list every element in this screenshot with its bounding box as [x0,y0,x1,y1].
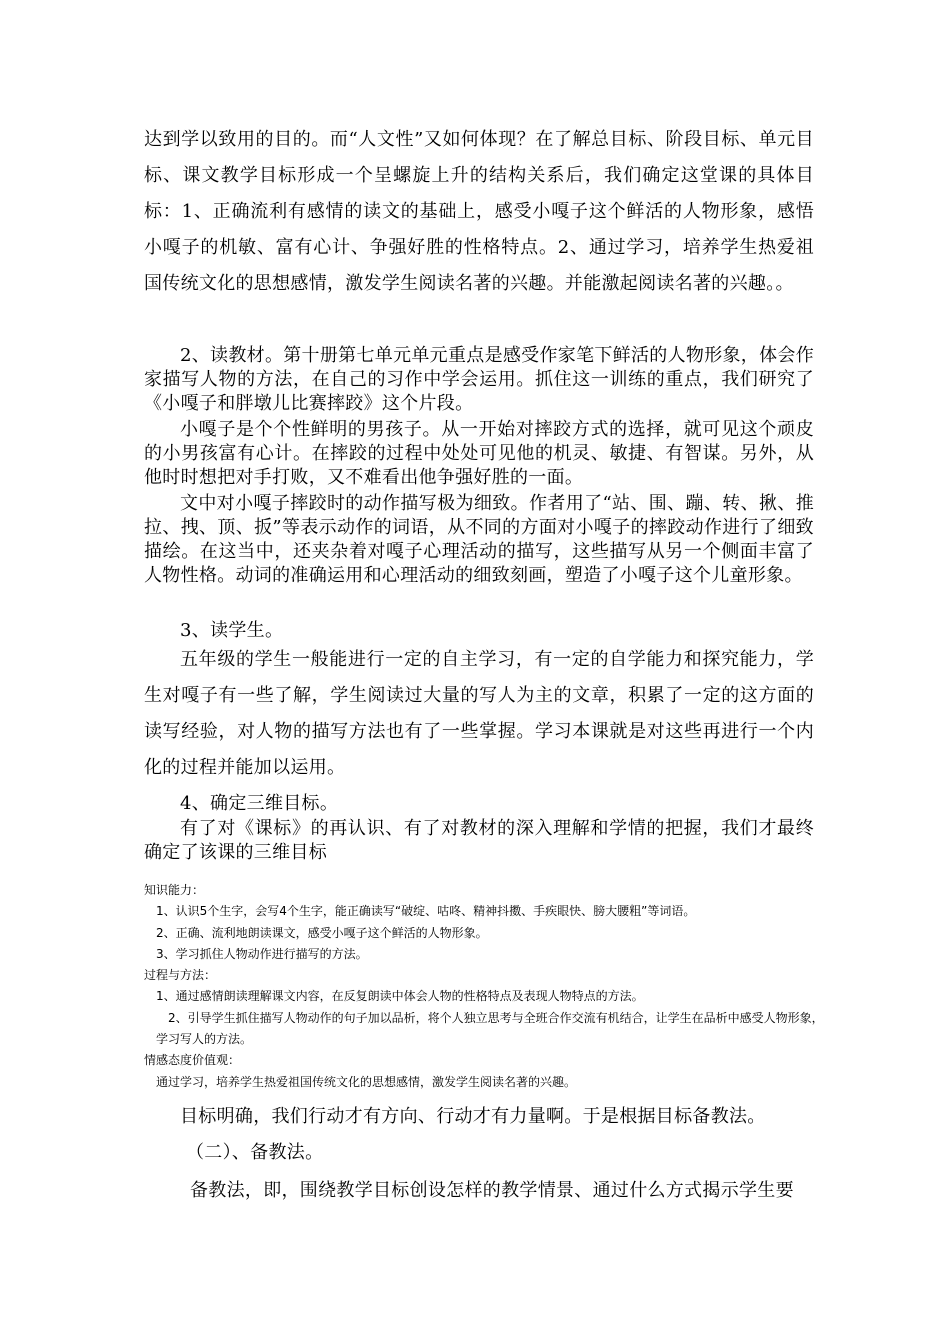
paragraph-goal-clear: 目标明确，我们行动才有方向、行动才有力量啊。于是根据目标备教法。 [180,1106,766,1127]
paragraph-action-description: 文中对小嘎子摔跤时的动作描写极为细致。作者用了“站、围、蹦、转、揪、推拉、拽、顶、扳”等表示动作的词语，从不同的方面对小嘎子的摔跤动作进行了细致描绘。在这当中，还夹杂着对嘎子心理活动的描写，这些描写从另一个侧面丰富了人物性格。动词的准确运用和心理活动的细致刻画，塑造了小嘎子这个儿童形象。 [144,493,814,586]
emotion-title: 情感态度价值观： [144,1053,241,1068]
process-item: 2、引导学生抓住描写人物动作的句子加以品析，将个人独立思考与全班合作交流有机结合，让学生在品析中感受人物形象，学习写人的方法。 [156,1010,824,1047]
heading-read-students: 3、读学生。 [180,620,284,641]
paragraph-teaching-method: 备教法，即，围绕教学目标创设怎样的教学情景、通过什么方式揭示学生要 [190,1180,794,1201]
knowledge-item: 2、正确、流利地朗读课文，感受小嘎子这个鲜活的人物形象。 [156,925,488,940]
emotion-item: 通过学习，培养学生热爱祖国传统文化的思想感情，激发学生阅读名著的兴趣。 [156,1074,577,1089]
paragraph-read-textbook: 2、读教材。第十册第七单元单元重点是感受作家笔下鲜活的人物形象，体会作家描写人物的方法，在自己的习作中学会运用。抓住这一训练的重点，我们研究了《小嘎子和胖墩儿比赛摔跤》这个片段。 [144,345,814,414]
knowledge-item: 1、认识5个生字，会写4个生字，能正确读写“破绽、咕咚、精神抖擞、手疾眼快、膀大腰粗”等词语。 [156,904,696,919]
heading-teaching-method: （二）、备教法。 [186,1142,324,1163]
paragraph-curriculum: 有了对《课标》的再认识、有了对教材的深入理解和学情的把握，我们才最终确定了该课的三维目标 [144,818,814,863]
paragraph-character: 小嘎子是个个性鲜明的男孩子。从一开始对摔跤方式的选择，就可见这个顽皮的小男孩富有心计。在摔跤的过程中处处可见他的机灵、敏捷、有智谋。另外，从他时时想把对手打败，又不难看出他争强好胜的一面。 [144,419,814,488]
knowledge-title: 知识能力： [144,883,205,897]
knowledge-item: 3、学习抓住人物动作进行描写的方法。 [156,946,368,961]
three-dimensional-goals [144,880,824,1093]
process-item: 1、通过感情朗读理解课文内容，在反复朗读中体会人物的性格特点及表现人物特点的方法。 [156,989,644,1004]
paragraph-goals-intro: 达到学以致用的目的。而“人文性”又如何体现？在了解总目标、阶段目标、单元目标、课文教学目标形成一个呈螺旋上升的结构关系后，我们确定这堂课的具体目标：1、正确流利有感情的读文的基础上，感受小嘎子这个鲜活的人物形象，感悟小嘎子的机敏、富有心计、争强好胜的性格特点。2、通过学习，培养学生热爱祖国传统文化的思想感情，激发学生阅读名著的兴趣。并能激起阅读名著的兴趣。。 [144,129,814,294]
paragraph-students: 五年级的学生一般能进行一定的自主学习，有一定的自学能力和探究能力，学生对嘎子有一些了解，学生阅读过大量的写人为主的文章，积累了一定的这方面的读写经验，对人物的描写方法也有了一些掌握。学习本课就是对这些再进行一个内化的过程并能加以运用。 [144,649,814,778]
process-title: 过程与方法： [144,968,217,983]
heading-three-goals: 4、确定三维目标。 [180,793,339,814]
